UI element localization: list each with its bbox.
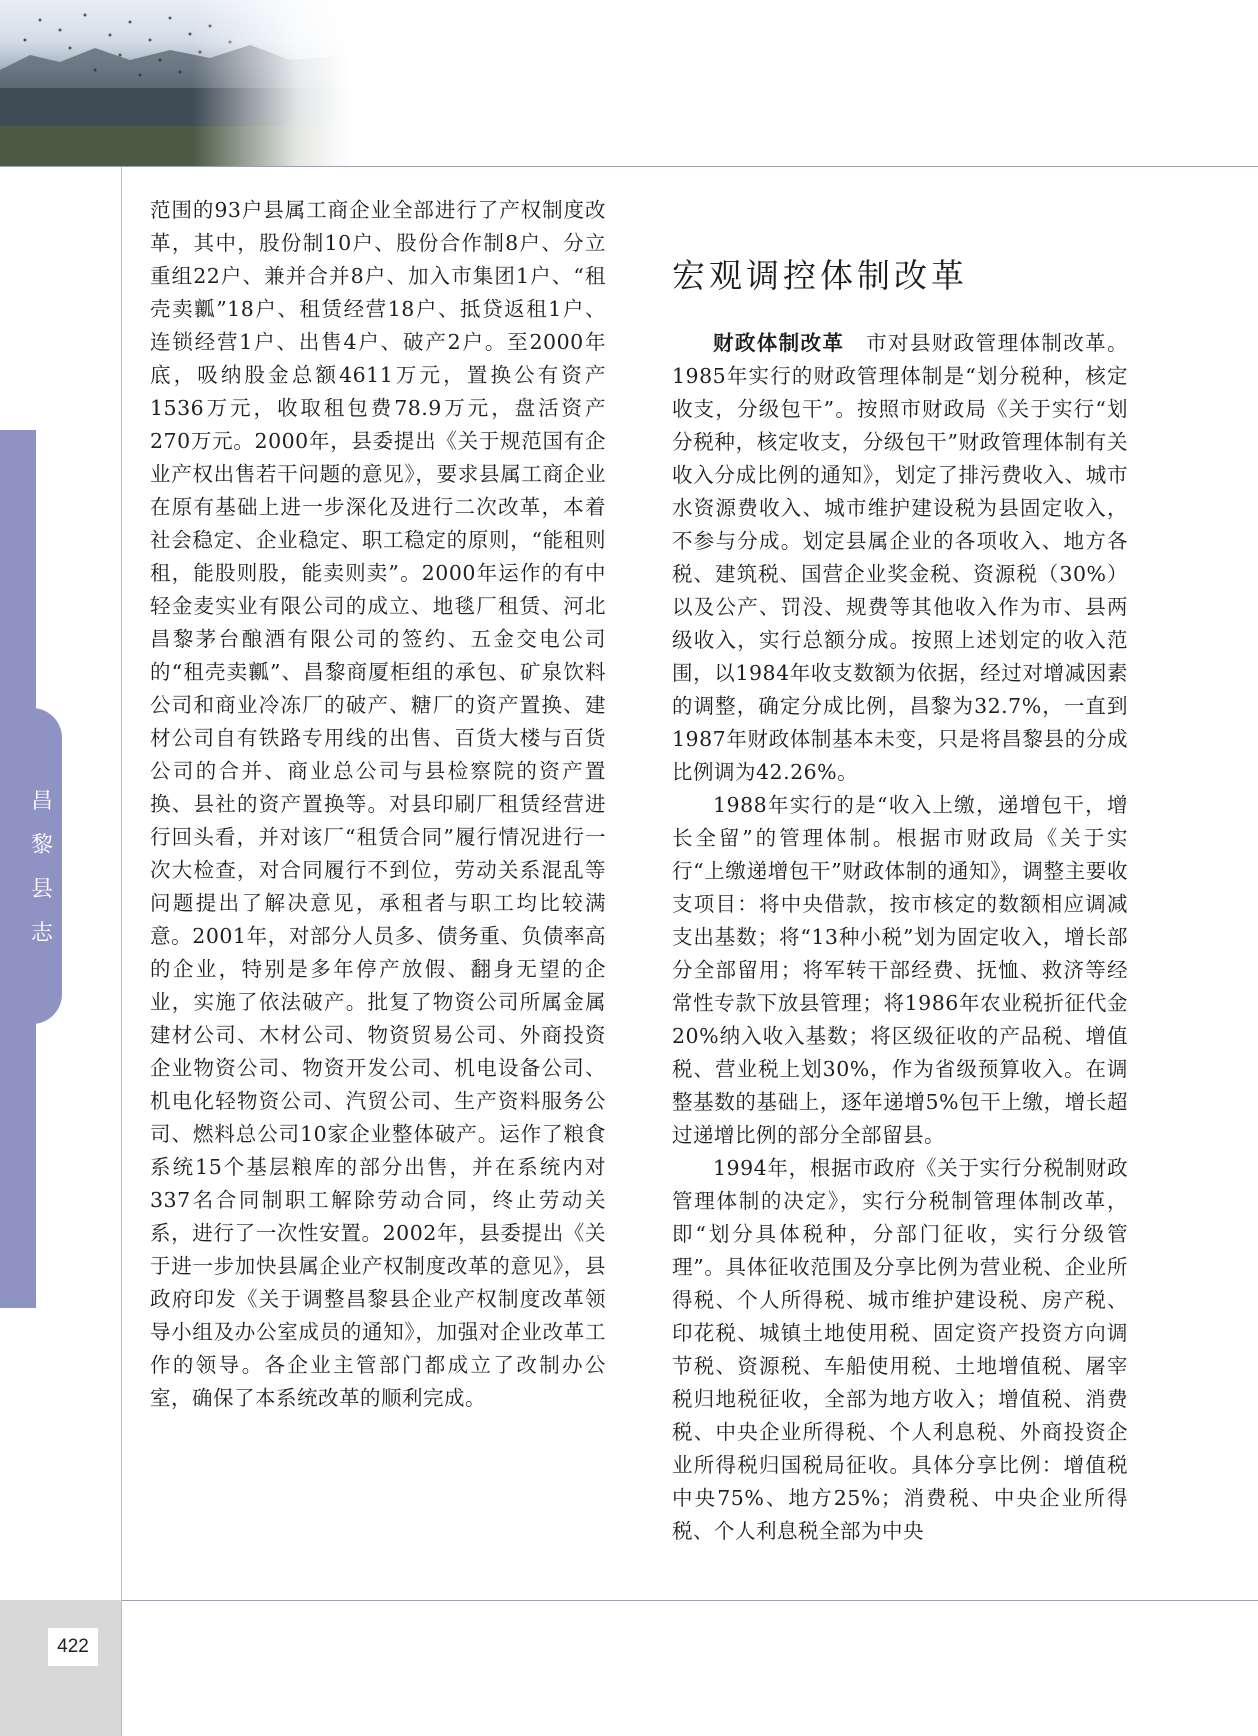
section-title: 宏观调控体制改革	[672, 256, 968, 295]
header-landscape-photo	[0, 0, 350, 166]
left-paragraph: 范围的93户县属工商企业全部进行了产权制度改革，其中，股份制10户、股份合作制8户、分立重组22户、兼并合并8户、加入市集团1户、“租壳卖瓤”18户、租赁经营18户、抵贷返租1户、连锁经营1户、出售4户、破产2户。至2000年底，吸纳股金总额4611万元，置换公有资产1536万元，收取租包费78.9万元，盘活资产270万元。2000年，县委提出《关于规范国有企业产权出售若干问题的意见》，要求县属工商企业在原有基础上进一步深化及进行二次改革，本着社会稳定、企业稳定、职工稳定的原则，“能租则租，能股则股，能卖则卖”。2000年运作的有中轻金麦实业有限公司的成立、地毯厂租赁、河北昌黎茅台酿酒有限公司的签约、五金交电公司的“租壳卖瓤”、昌黎商厦柜组的承包、矿泉饮料公司和商业冷冻厂的破产、糖厂的资产置换、建材公司自有铁路专用线的出售、百货大楼与百货公司的合并、商业总公司与县检察院的资产置换、县社的资产置换等。对县印刷厂租赁经营进行回头看，并对该厂“租赁合同”履行情况进行一次大检查，对合同履行不到位，劳动关系混乱等问题提出了解决意见，承租者与职工均比较满意。2001年，对部分人员多、债务重、负债率高的企业，特别是多年停产放假、翻身无望的企业，实施了依法破产。批复了物资公司所属金属建材公司、木材公司、物资贸易公司、外商投资企业物资公司、物资开发公司、机电设备公司、机电化轻物资公司、汽贸公司、生产资料服务公司、燃料总公司10家企业整体破产。运作了粮食系统15个基层粮库的部分出售，并在系统内对337名合同制职工解除劳动合同，终止劳动关系，进行了一次性安置。2002年，县委提出《关于进一步加快县属企业产权制度改革的意见》，县政府印发《关于调整昌黎县企业产权制度改革领导小组及办公室成员的通知》，加强对企业改革工作的领导。各企业主管部门都成立了改制办公室，确保了本系统改革的顺利完成。	[150, 198, 606, 1410]
footer-block	[0, 1600, 121, 1736]
paragraph-1994: 1994年，根据市政府《关于实行分税制财政管理体制的决定》，实行分税制管理体制改革，即“划分具体税种，分部门征收，实行分级管理”。具体征收范围及分享比例为营业税、企业所得税、个人所得税、城市维护建设税、房产税、印花税、城镇土地使用税、固定资产投资方向调节税、资源税、车船使用税、土地增值税、屠宰税归地税征收，全部为地方收入；增值税、消费税、中央企业所得税、个人利息税、外商投资企业所得税归国税局征收。具体分享比例：增值税中央75%、地方25%；消费税、中央企业所得税、个人利息税全部为中央	[672, 1156, 1128, 1543]
right-column	[672, 327, 1128, 1548]
margin-rule	[121, 167, 122, 1736]
paragraph-text: 市对县财政管理体制改革。1985年实行的财政管理体制是“划分税种，核定收支，分级包干”。按照市财政局《关于实行“划分税种，核定收支，分级包干”财政管理体制有关收入分成比例的通知》，划定了排污费收入、城市水资源费收入、城市维护建设税为县固定收入，不参与分成。划定县属企业的各项收入、地方各税、建筑税、国营企业奖金税、资源税（30%）以及公产、罚没、规费等其他收入作为市、县两级收入，实行总额分成。按照上述划定的收入范围，以1984年收支数额为依据，经过对增减因素的调整，确定分成比例，昌黎为32.7%，一直到1987年财政体制基本未变，只是将昌黎县的分成比例调为42.26%。	[672, 331, 1129, 784]
side-char: 昌	[30, 789, 53, 814]
header-rule	[0, 166, 1258, 167]
paragraph-fiscal-reform	[672, 327, 1128, 789]
page-number: 422	[48, 1628, 98, 1666]
side-char: 志	[30, 921, 53, 946]
footer-rule	[122, 1600, 1258, 1601]
paragraph-1988: 1988年实行的是“收入上缴，递增包干，增长全留”的管理体制。根据市财政局《关于实行“上缴递增包干”财政体制的通知》，调整主要收支项目：将中央借款，按市核定的数额相应调减支出基数；将“13种小税”划为固定收入，增长部分全部留用；将军转干部经费、抚恤、救济等经常性专款下放县管理；将1986年农业税折征代金20%纳入收入基数；将区级征收的产品税、增值税、营业税上划30%，作为省级预算收入。在调整基数的基础上，逐年递增5%包干上缴，增长超过递增比例的部分全部留县。	[672, 793, 1128, 1147]
book-title-vertical	[30, 780, 54, 956]
lead-term: 财政体制改革	[713, 331, 845, 355]
left-column	[150, 194, 606, 1415]
side-char: 县	[30, 877, 53, 902]
side-char: 黎	[30, 833, 53, 858]
